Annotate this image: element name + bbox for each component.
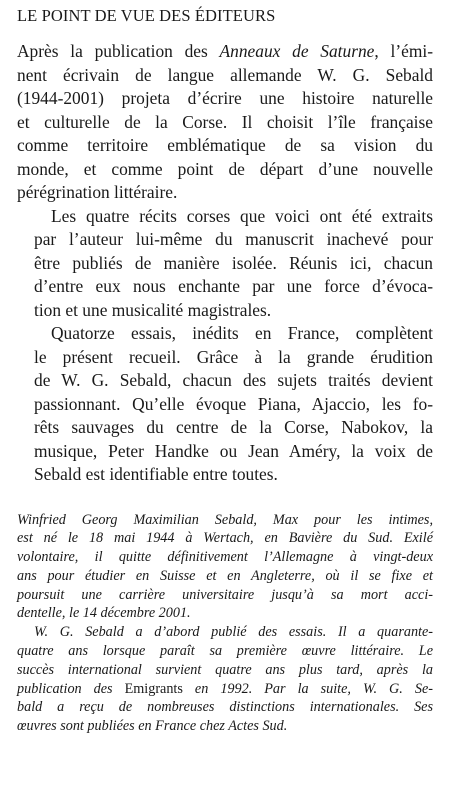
text-line: volontaire, il quitte définitivement l’Allemagne à vingt-deux xyxy=(17,549,433,566)
paragraph xyxy=(17,205,433,323)
text-line: musique, Peter Handke ou Jean Améry, la voix de xyxy=(34,440,433,461)
text-line: Winfried Georg Maximilian Sebald, Max pour les intimes, xyxy=(17,511,433,528)
paragraph xyxy=(17,40,433,205)
author-bio xyxy=(17,511,433,737)
text-line: Sebald est identifiable entre toutes. xyxy=(34,464,278,484)
text-line: nent écrivain de langue allemande W. G. Sebald xyxy=(17,64,433,85)
bio-paragraph xyxy=(17,511,433,624)
text-line: quatre ans lorsque paraît sa première œuvre littéraire. Le xyxy=(17,643,433,660)
text-line: le présent recueil. Grâce à la grande érudition xyxy=(34,346,433,367)
page-heading: LE POINT DE VUE DES ÉDITEURS xyxy=(17,6,276,25)
text-line: ans pour étudier en Suisse et en Angleterre, où il se fixe et xyxy=(17,567,433,584)
text-line: pérégrination littéraire. xyxy=(17,182,178,202)
text-line: passionnant. Qu’elle évoque Piana, Ajaccio, les fo- xyxy=(34,393,433,414)
book-title: Emigrants xyxy=(124,680,183,697)
bio-paragraph xyxy=(17,623,433,736)
text-line: et culturelle de la Corse. Il choisit l’île française xyxy=(17,111,433,132)
text-line: (1944-2001) projeta d’écrire une histoire naturelle xyxy=(17,88,433,108)
paragraph xyxy=(17,322,433,487)
text-line: est né le 18 mai 1944 à Wertach, en Bavière du Sud. Exilé xyxy=(17,530,433,547)
text-line: Quatorze essais, inédits en France, complètent xyxy=(51,323,433,343)
text-line: être publiés de manière isolée. Réunis ici, chacun xyxy=(34,252,433,273)
text-line: succès international survient quatre ans plus tard, après la xyxy=(17,661,433,678)
text-line: tion et une musicalité magistrales. xyxy=(34,299,272,320)
main-text xyxy=(17,40,433,487)
page xyxy=(17,6,433,736)
text-line: par l’auteur lui-même du manuscrit inachevé pour xyxy=(34,229,433,249)
text-line: W. G. Sebald a d’abord publié des essais. Il a quarante- xyxy=(34,624,433,641)
text-line: bald a reçu de nombreuses distinctions internationales. Ses xyxy=(17,699,433,716)
text-line: rêts sauvages du centre de la Corse, Nabokov, la xyxy=(34,417,433,437)
text-line: dentelle, le 14 décembre 2001. xyxy=(17,605,191,622)
text-line: comme territoire emblématique de sa vision du xyxy=(17,135,433,155)
text-line: d’entre eux nous enchante par une force d’évoca- xyxy=(34,276,433,296)
book-title: Anneaux de Saturne xyxy=(219,41,375,61)
text-line: de W. G. Sebald, chacun des sujets traités devient xyxy=(34,370,433,390)
text-line: Après la publication des Anneaux de Saturne, l’émi- xyxy=(17,41,433,61)
text-line: poursuit une carrière universitaire jusqu’à sa mort acci- xyxy=(17,586,433,603)
text-line: publication des Emigrants en 1992. Par la suite, W. G. Se- xyxy=(17,680,433,697)
text-line: Les quatre récits corses que voici ont été extraits xyxy=(51,205,433,226)
text-line: monde, et comme point de départ d’une nouvelle xyxy=(17,158,433,179)
text-line: œuvres sont publiées en France chez Actes Sud. xyxy=(17,718,288,735)
